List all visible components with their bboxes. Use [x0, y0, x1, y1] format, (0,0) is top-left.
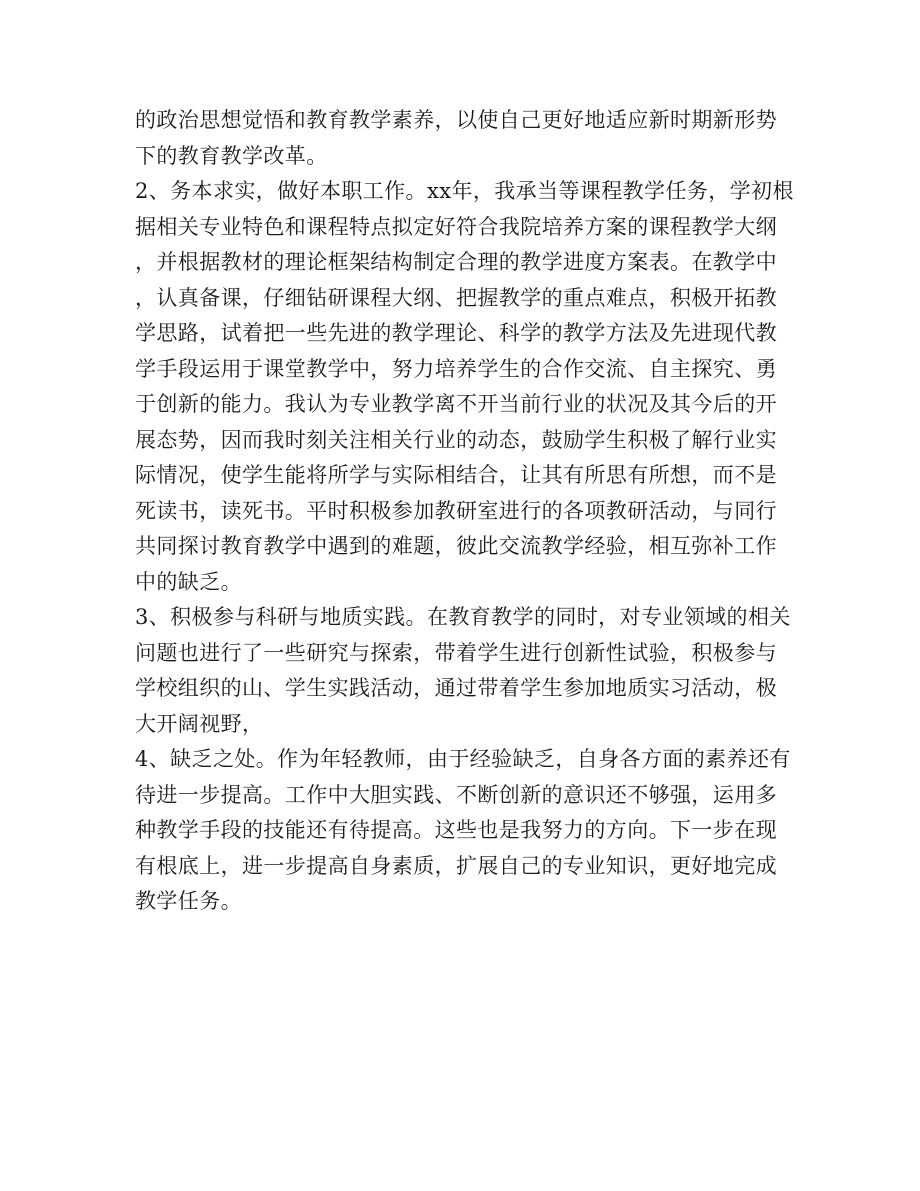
text-line: 待进一步提高。工作中大胆实践、不断创新的意识还不够强，运用多: [135, 782, 777, 807]
text-line: 3、积极参与科研与地质实践。在教育教学的同时，对专业领域的相关: [135, 605, 791, 629]
text-line: 中的缺乏。: [135, 569, 242, 594]
text-line: 死读书，读死书。平时积极参加教研室进行的各项教研活动，与同行: [135, 498, 777, 523]
text-line: 展态势，因而我时刻关注相关行业的动态，鼓励学生积极了解行业实: [135, 427, 777, 452]
document-body: [135, 103, 795, 920]
text-line: 据相关专业特色和课程特点拟定好符合我院培养方案的课程教学大纲: [135, 214, 777, 239]
text-line: 于创新的能力。我认为专业教学离不开当前行业的状况及其今后的开: [135, 392, 777, 416]
text-line: 种教学手段的技能还有待提高。这些也是我努力的方向。下一步在现: [135, 818, 777, 842]
text-line: 有根底上，进一步提高自身素质，扩展自己的专业知识，更好地完成: [135, 853, 777, 878]
text-line: 下的教育教学改革。: [135, 143, 328, 168]
text-line: 共同探讨教育教学中遇到的难题，彼此交流教学经验，相互弥补工作: [135, 534, 777, 558]
text-line: 学思路，试着把一些先进的教学理论、科学的教学方法及先进现代教: [135, 321, 777, 345]
text-line: 学校组织的山、学生实践活动，通过带着学生参加地质实习活动，极: [135, 676, 777, 700]
text-line: 的政治思想觉悟和教育教学素养，以使自己更好地适应新时期新形势: [135, 108, 777, 132]
text-line: 教学任务。: [135, 889, 242, 913]
text-line: 大开阔视野，: [135, 711, 264, 736]
text-line: ，并根据教材的理论框架结构制定合理的教学进度方案表。在教学中: [135, 250, 777, 274]
text-line: 4、缺乏之处。作为年轻教师，由于经验缺乏，自身各方面的素养还有: [135, 747, 791, 771]
text-line: ，认真备课，仔细钻研课程大纲、把握教学的重点难点，积极开拓教: [135, 285, 777, 310]
text-line: 问题也进行了一些研究与探索，带着学生进行创新性试验，积极参与: [135, 640, 777, 665]
text-line: 际情况，使学生能将所学与实际相结合，让其有所思有所想，而不是: [135, 463, 777, 487]
text-line: 学手段运用于课堂教学中，努力培养学生的合作交流、自主探究、勇: [135, 356, 777, 381]
text-line: 2、务本求实，做好本职工作。xx年，我承当等课程教学任务，学初根: [135, 179, 794, 203]
